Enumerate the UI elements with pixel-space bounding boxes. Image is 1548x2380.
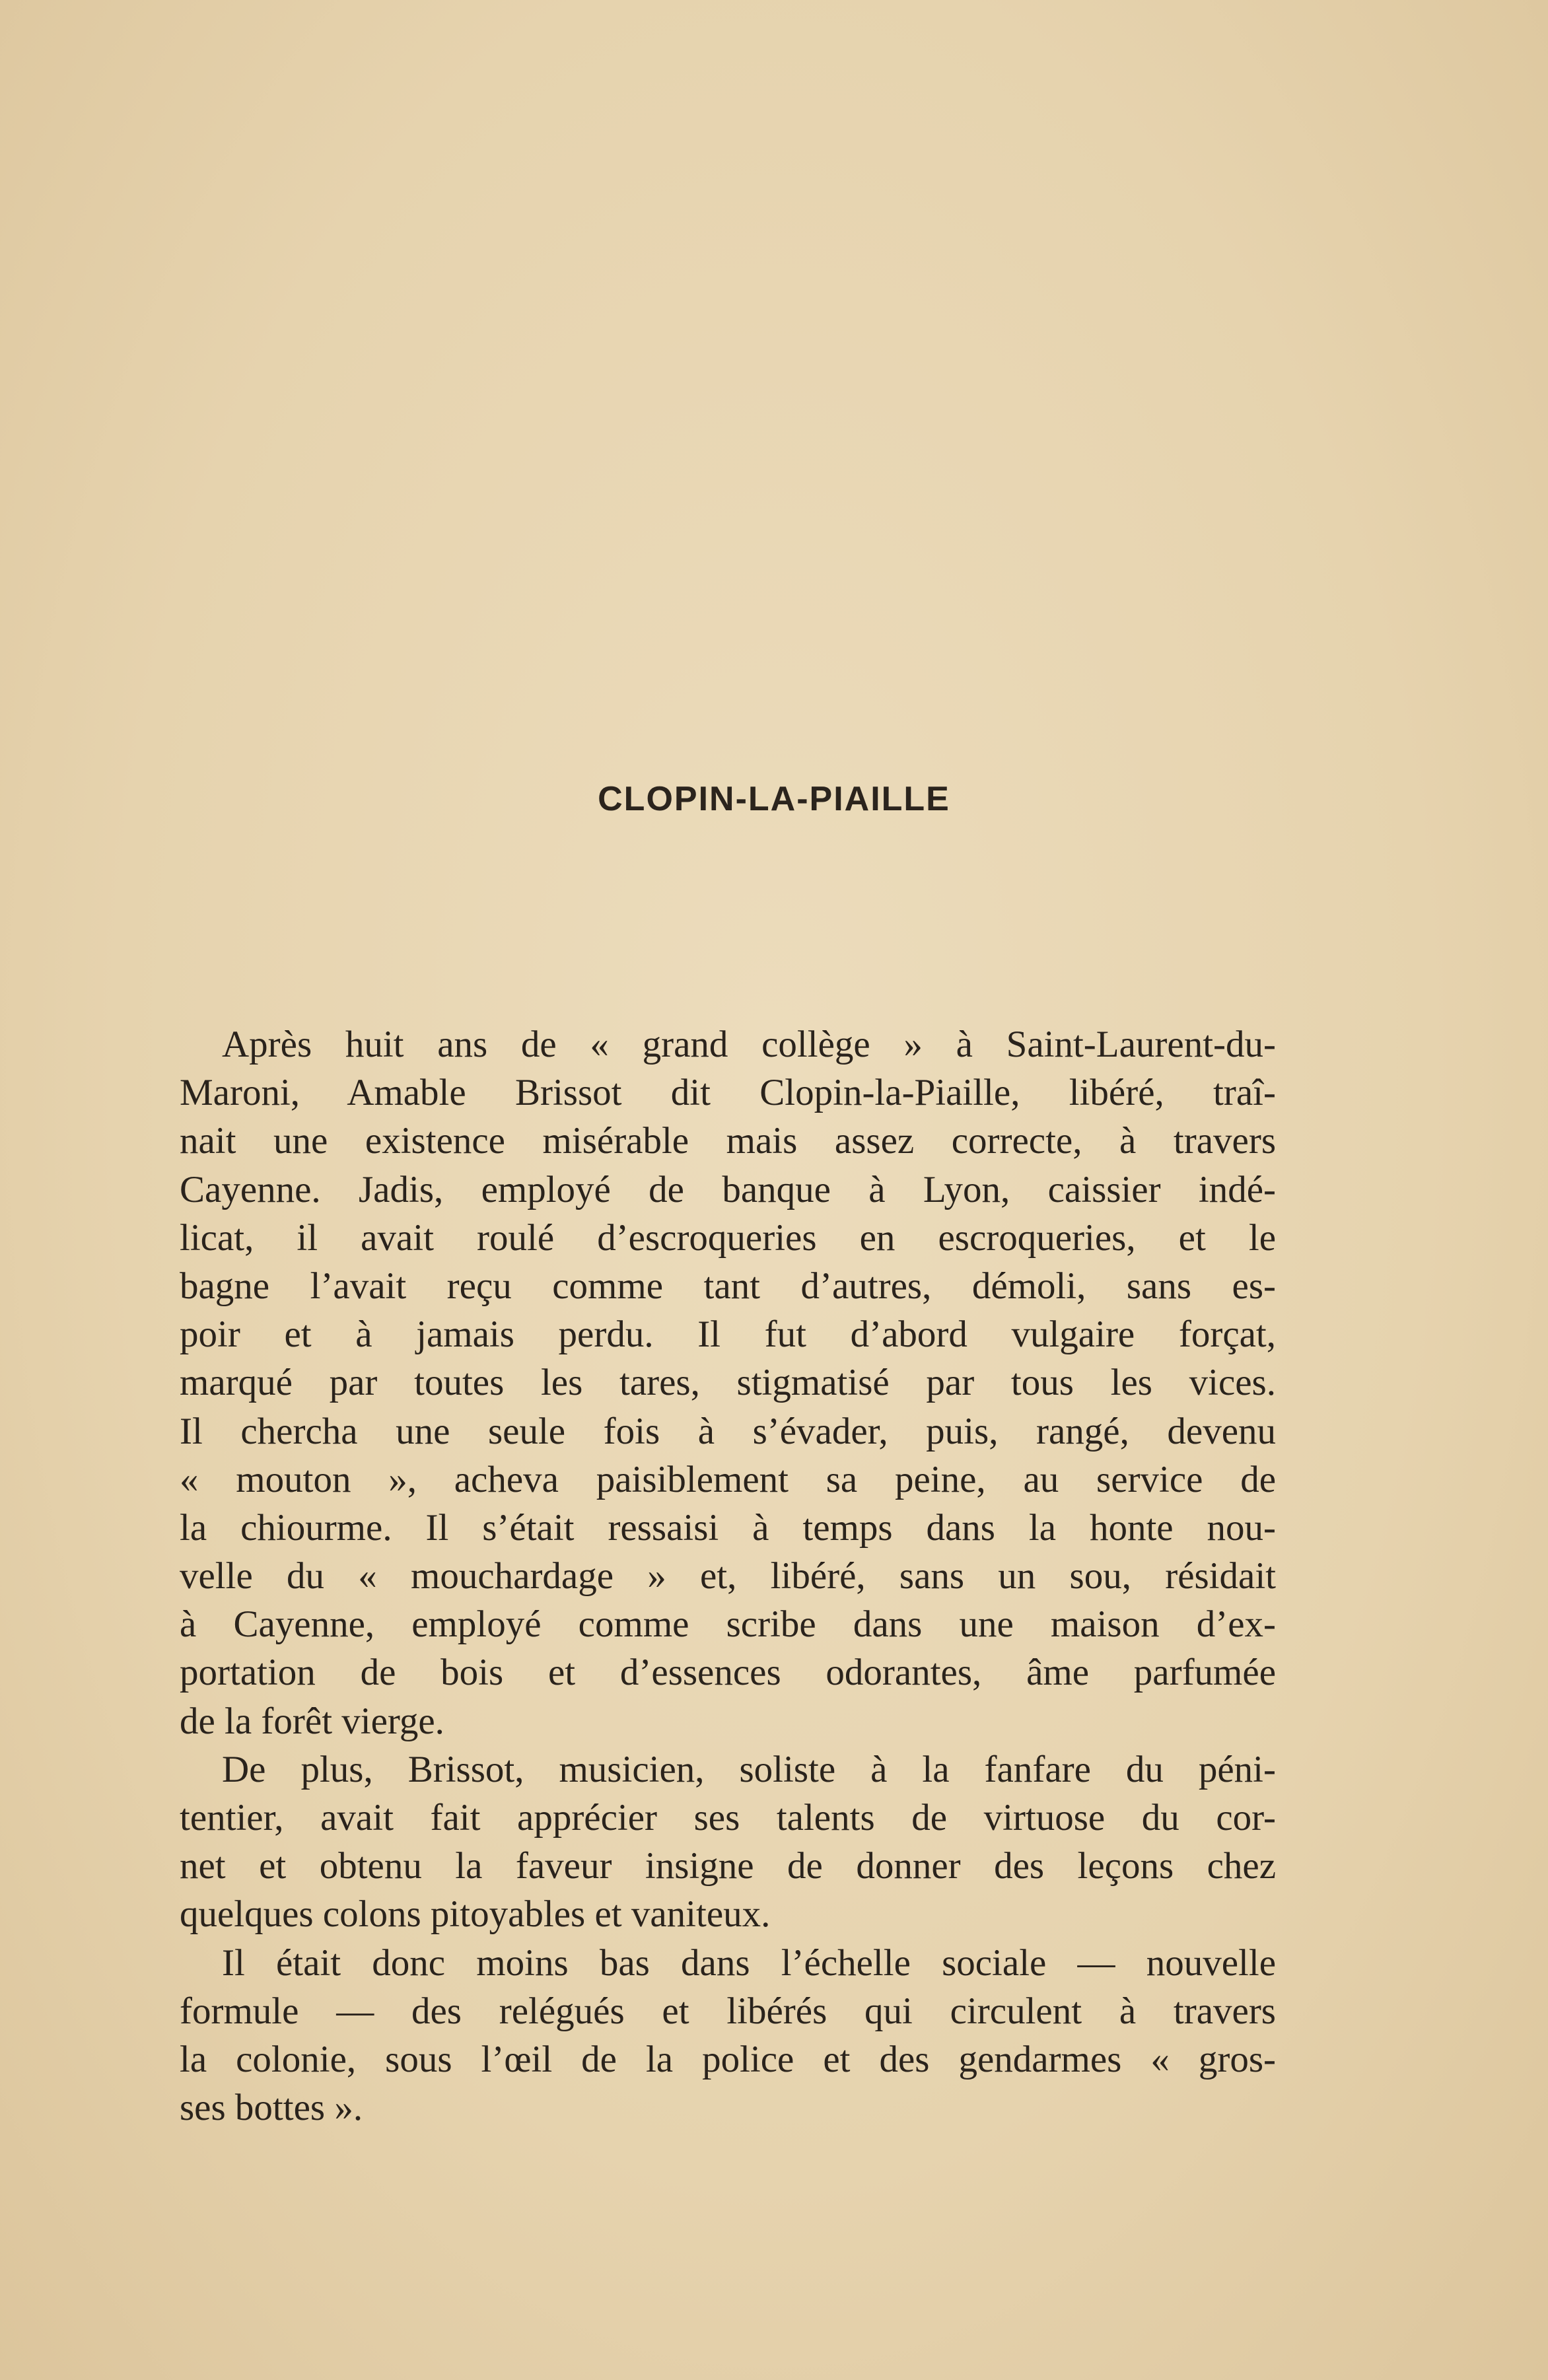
text-line: nait une existence misérable mais assez correcte, à travers (180, 1120, 1276, 1162)
text-line: velle du « mouchardage » et, libéré, sans un sou, résidait (180, 1555, 1276, 1597)
paragraph (180, 1745, 1276, 1939)
text-line: Il était donc moins bas dans l’échelle sociale — nouvelle (222, 1942, 1276, 1984)
text-line: la colonie, sous l’œil de la police et des gendarmes « gros- (180, 2038, 1276, 2080)
text-line: Il chercha une seule fois à s’évader, puis, rangé, devenu (180, 1410, 1276, 1452)
text-line: « mouton », acheva paisiblement sa peine, au service de (180, 1458, 1276, 1500)
text-line: net et obtenu la faveur insigne de donner des leçons chez (180, 1845, 1276, 1887)
text-line: tentier, avait fait apprécier ses talents de virtuose du cor- (180, 1797, 1276, 1838)
text-line: à Cayenne, employé comme scribe dans une maison d’ex- (180, 1603, 1276, 1646)
body-text (180, 1020, 1276, 2132)
text-line: portation de bois et d’essences odorantes, âme parfumée (180, 1652, 1276, 1694)
text-line: Cayenne. Jadis, employé de banque à Lyon, caissier indé- (180, 1168, 1276, 1210)
text-line: marqué par toutes les tares, stigmatisé par tous les vices. (180, 1362, 1276, 1404)
text-line: la chiourme. Il s’était ressaisi à temps dans la honte nou- (180, 1506, 1276, 1549)
text-line: ses bottes ». (180, 2087, 363, 2129)
chapter-title: CLOPIN-LA-PIAILLE (598, 780, 950, 818)
text-line: formule — des relégués et libérés qui circulent à travers (180, 1990, 1276, 2032)
text-line: bagne l’avait reçu comme tant d’autres, démoli, sans es- (180, 1265, 1276, 1307)
paragraph (180, 1939, 1276, 2132)
text-line: licat, il avait roulé d’escroqueries en escroqueries, et le (180, 1216, 1276, 1259)
text-line: de la forêt vierge. (180, 1700, 444, 1742)
text-line: poir et à jamais perdu. Il fut d’abord vulgaire forçat, (180, 1313, 1276, 1356)
text-line: Maroni, Amable Brissot dit Clopin-la-Piaille, libéré, traî- (180, 1072, 1276, 1114)
text-line: Après huit ans de « grand collège » à Saint-Laurent-du- (222, 1024, 1276, 1065)
text-line: quelques colons pitoyables et vaniteux. (180, 1893, 771, 1936)
paragraph (180, 1020, 1276, 1745)
text-line: De plus, Brissot, musicien, soliste à la fanfare du péni- (222, 1748, 1276, 1790)
